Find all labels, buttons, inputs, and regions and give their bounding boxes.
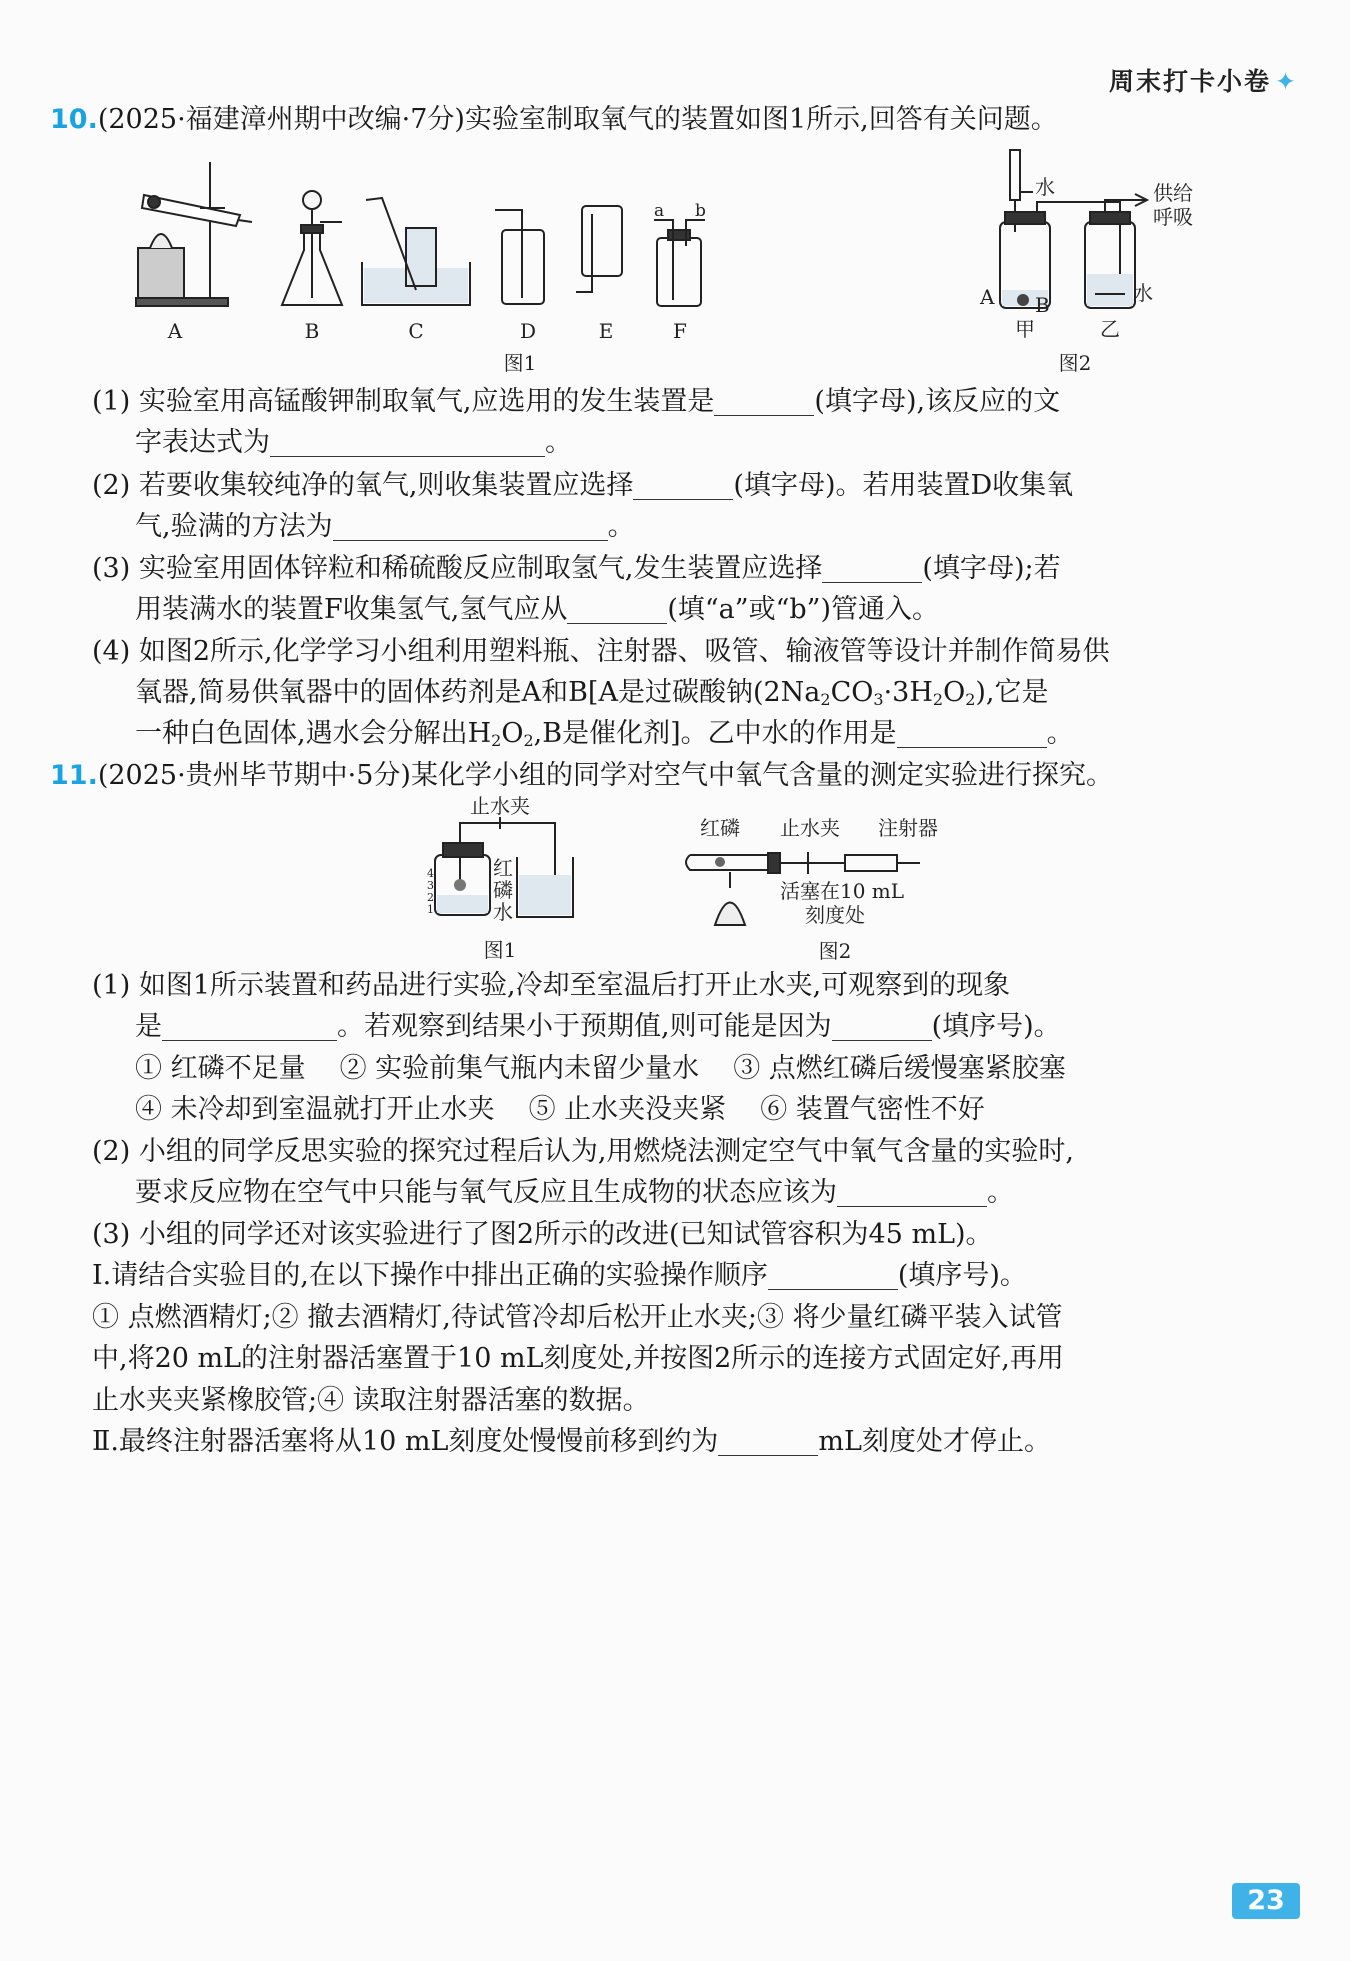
syringe <box>1010 150 1020 200</box>
q10-p1-text3: 字表达式为 <box>135 427 270 458</box>
q11-fig2-clip-label: 止水夹 <box>780 816 840 840</box>
q11-option-6: ⑥ 装置气密性不好 <box>760 1094 985 1125</box>
header-tag <box>1109 62 1298 98</box>
fig2-a-label: A <box>980 285 995 309</box>
scale-mark: 3 <box>427 879 434 892</box>
scale-mark: 2 <box>427 891 434 904</box>
fig1-label-e: E <box>598 319 614 343</box>
answer-blank[interactable] <box>832 1010 932 1041</box>
q10-number: 10. <box>50 104 98 135</box>
formula-part: O <box>943 677 966 708</box>
q11-i-text: Ⅰ.请结合实验目的,在以下操作中排出正确的实验操作顺序 <box>92 1260 768 1291</box>
q10-p4-line1 <box>92 632 1110 672</box>
q10-p2-text: (2) 若要收集较纯净的氧气,则收集装置应选择 <box>92 470 634 501</box>
q11-p1-line1 <box>92 966 1010 1006</box>
scale-mark: 1 <box>427 903 434 916</box>
q11-p1-text4: (填序号)。 <box>931 1011 1061 1042</box>
q11-fig2-caption: 图2 <box>818 939 852 963</box>
yi-stopper <box>1090 212 1130 224</box>
q10-p2-line2 <box>135 507 635 547</box>
flask-stopper <box>301 225 323 233</box>
fig1-label-tube-a: a <box>654 201 665 221</box>
q11-stem-line <box>50 756 1113 796</box>
q11-p2-line2 <box>135 1173 1014 1213</box>
q10-p4-end: 。 <box>1046 718 1074 749</box>
q11-stem: (2025·贵州毕节期中·5分)某化学小组的同学对空气中氧气含量的测定实验进行探究。 <box>97 760 1113 791</box>
q10-p4-text3-end: ,B是催化剂]。乙中水的作用是 <box>533 718 897 749</box>
q11-steps-line1 <box>92 1298 1063 1338</box>
q10-p3-line2 <box>135 590 939 630</box>
q10-stem-line <box>50 100 1058 140</box>
subscript: 2 <box>965 690 976 709</box>
q11-p2-line1 <box>92 1132 1074 1172</box>
q11-fig2-piston-label: 活塞在10 mL <box>780 879 905 903</box>
fig2-b-label: B <box>1035 293 1050 317</box>
q11-p1-text: (1) 如图1所示装置和药品进行实验,冷却至室温后打开止水夹,可观察到的现象 <box>92 970 1011 1001</box>
test-tube <box>686 855 770 870</box>
formula-part: CO <box>830 677 874 708</box>
subscript: 2 <box>491 731 502 750</box>
answer-blank[interactable] <box>718 1425 818 1456</box>
fig2-supply-label: 供给 <box>1153 181 1193 205</box>
q11-options-line1 <box>135 1049 1066 1089</box>
bottle-e <box>582 206 622 276</box>
q10-fig2-caption: 图2 <box>1058 351 1092 375</box>
fig2-breath-label: 呼吸 <box>1153 205 1193 229</box>
fig2-jia-label: 甲 <box>1015 317 1035 341</box>
answer-blank[interactable] <box>897 717 1047 748</box>
q11-fig1-caption: 图1 <box>483 938 517 962</box>
q10-p1-end: 。 <box>545 427 572 458</box>
fig1-label-c: C <box>408 319 424 343</box>
q11-fig2-phos-label: 红磷 <box>700 816 740 840</box>
q10-p2-text2: (填字母)。若用装置D收集氧 <box>733 470 1074 501</box>
q11-ii-text2: mL刻度处才停止。 <box>818 1426 1051 1457</box>
q10-p3-text2: (填字母);若 <box>922 553 1061 584</box>
answer-blank[interactable] <box>162 1010 337 1041</box>
q10-p4-text2-end: ),它是 <box>975 677 1049 708</box>
jar-water <box>437 895 488 913</box>
q11-steps-line3 <box>92 1381 650 1421</box>
answer-blank[interactable] <box>822 552 922 583</box>
jar-stopper <box>443 843 483 857</box>
fig1-label-d: D <box>519 319 537 343</box>
burner-lamp <box>150 234 172 248</box>
fig2-water-bottom-label: 水 <box>1133 281 1153 305</box>
fig2-yi-label: 乙 <box>1100 317 1120 341</box>
jia-stopper <box>1005 212 1045 224</box>
subscript: 2 <box>932 690 944 709</box>
fig1-label-b: B <box>304 319 320 343</box>
q11-option-4: ④ 未冷却到室温就打开止水夹 <box>135 1094 495 1125</box>
scale-mark: 4 <box>427 867 434 880</box>
stand-base <box>136 298 228 306</box>
red-phosphorus <box>715 857 725 867</box>
fig1-label-a: A <box>167 319 183 343</box>
q11-fig1-clip-label: 止水夹 <box>470 795 530 818</box>
q11-option-1: ① 红磷不足量 <box>135 1053 306 1084</box>
q10-p4-text2: 氧器,简易供氧器中的固体药剂是A和B[A是过碳酸钠(2Na <box>135 677 821 708</box>
q11-ii-text: Ⅱ.最终注射器活塞将从10 mL刻度处慢慢前移到约为 <box>92 1426 719 1457</box>
formula-part: O <box>501 718 524 749</box>
header-title: 周末打卡小卷 <box>1109 67 1272 96</box>
fig1-label-tube-b: b <box>695 201 706 221</box>
tube-e <box>576 214 592 292</box>
q10-p4-text: (4) 如图2所示,化学学习小组利用塑料瓶、注射器、吸管、输液管等设计并制作简易供 <box>92 636 1110 667</box>
answer-blank[interactable] <box>567 593 667 624</box>
q11-fig1-water-label: 水 <box>493 900 513 924</box>
funnel-top <box>303 191 321 209</box>
q11-p3-text: (3) 小组的同学还对该实验进行了图2所示的改进(已知试管容积为45 mL)。 <box>92 1219 993 1250</box>
q11-p1-line2 <box>135 1007 1061 1047</box>
q10-p1-line2 <box>135 423 572 463</box>
q10-p2-end: 。 <box>607 511 635 542</box>
q11-p2-end: 。 <box>987 1177 1014 1208</box>
q11-figure-2 <box>680 810 990 970</box>
q10-fig1-caption: 图1 <box>503 351 537 375</box>
q10-p3-text: (3) 实验室用固体锌粒和稀硫酸反应制取氢气,发生装置应选择 <box>92 553 823 584</box>
yi-water <box>1087 274 1133 306</box>
q10-p1-text2: (填字母),该反应的文 <box>814 386 1061 417</box>
q11-steps-text2: 中,将20 mL的注射器活塞置于10 mL刻度处,并按图2所示的连接方式固定好,再用 <box>92 1343 1064 1374</box>
tube-stopper <box>768 853 780 873</box>
beaker-water <box>519 875 571 915</box>
q11-i-line <box>92 1256 1027 1296</box>
q11-fig2-piston-label2: 刻度处 <box>805 903 865 927</box>
q11-p2-text: (2) 小组的同学反思实验的探究过程后认为,用燃烧法测定空气中氧气含量的实验时, <box>92 1136 1074 1167</box>
q11-option-3: ③ 点燃红磷后缓慢塞紧胶塞 <box>733 1053 1066 1084</box>
answer-blank[interactable] <box>714 385 814 416</box>
formula-part: ·3H <box>883 677 933 708</box>
answer-blank[interactable] <box>333 510 608 541</box>
q10-p4-text3: 一种白色固体,遇水会分解出H <box>135 718 492 749</box>
red-phosphorus <box>454 879 466 891</box>
q11-steps-line2 <box>92 1339 1064 1379</box>
q11-options-line2 <box>135 1090 985 1130</box>
q10-stem: (2025·福建漳州期中改编·7分)实验室制取氧气的装置如图1所示,回答有关问题。 <box>97 104 1058 135</box>
bottle-f <box>657 238 701 306</box>
q11-steps-text3: 止水夹夹紧橡胶管;④ 读取注射器活塞的数据。 <box>92 1385 650 1416</box>
reagent <box>148 196 160 208</box>
answer-blank[interactable] <box>633 469 733 500</box>
q10-p3-end: (填“a”或“b”)管通入。 <box>667 594 939 625</box>
answer-blank[interactable] <box>837 1176 987 1207</box>
q11-p1-text2: 是 <box>135 1011 162 1042</box>
page-number: 23 <box>1232 1883 1300 1919</box>
subscript: 2 <box>523 731 534 750</box>
q11-fig2-syringe-label: 注射器 <box>878 816 938 840</box>
q10-p1-text: (1) 实验室用高锰酸钾制取氧气,应选用的发生装置是 <box>92 386 715 417</box>
q11-p2-text2: 要求反应物在空气中只能与氧气反应且生成物的状态应该为 <box>135 1177 837 1208</box>
q11-fig1-red-label: 红 <box>493 856 513 880</box>
answer-blank[interactable] <box>270 426 545 457</box>
q10-p3-text3: 用装满水的装置F收集氢气,氢气应从 <box>135 594 568 625</box>
q10-p3-line1 <box>92 549 1061 589</box>
solid-reagent <box>1017 294 1029 306</box>
q10-p4-line2 <box>135 673 1049 720</box>
q10-figure-2 <box>975 142 1295 382</box>
q11-p1-text3: 。若观察到结果小于预期值,则可能是因为 <box>337 1011 832 1042</box>
q11-steps-text1: ① 点燃酒精灯;② 撤去酒精灯,待试管冷却后松开止水夹;③ 将少量红磷平装入试管 <box>92 1302 1063 1333</box>
q10-p1-line1 <box>92 382 1060 422</box>
q11-p3-line <box>92 1215 993 1255</box>
q11-option-2: ② 实验前集气瓶内未留少量水 <box>339 1053 700 1084</box>
q11-ii-line <box>92 1422 1051 1462</box>
q10-p2-line1 <box>92 466 1073 506</box>
tube-outlet <box>238 220 252 222</box>
q10-figure-1 <box>130 150 910 380</box>
lamp-block <box>138 248 184 298</box>
answer-blank[interactable] <box>768 1259 898 1290</box>
q10-p4-line3 <box>135 714 1074 761</box>
q11-fig1-phos-label: 磷 <box>493 878 513 902</box>
fig2-water-label: 水 <box>1035 175 1055 199</box>
alcohol-lamp <box>715 903 745 926</box>
q11-option-5: ⑤ 止水夹没夹紧 <box>528 1094 727 1125</box>
sparkle-icon: ✦ <box>1275 67 1298 96</box>
q10-p2-text3: 气,验满的方法为 <box>135 511 333 542</box>
tube-d <box>495 210 522 298</box>
subscript: 2 <box>820 690 831 709</box>
fig1-label-f: F <box>673 319 687 343</box>
syringe-barrel <box>845 855 897 871</box>
q11-number: 11. <box>50 760 98 791</box>
q11-i-text2: (填序号)。 <box>897 1260 1027 1291</box>
q11-figure-1 <box>405 795 605 965</box>
subscript: 3 <box>873 690 884 709</box>
